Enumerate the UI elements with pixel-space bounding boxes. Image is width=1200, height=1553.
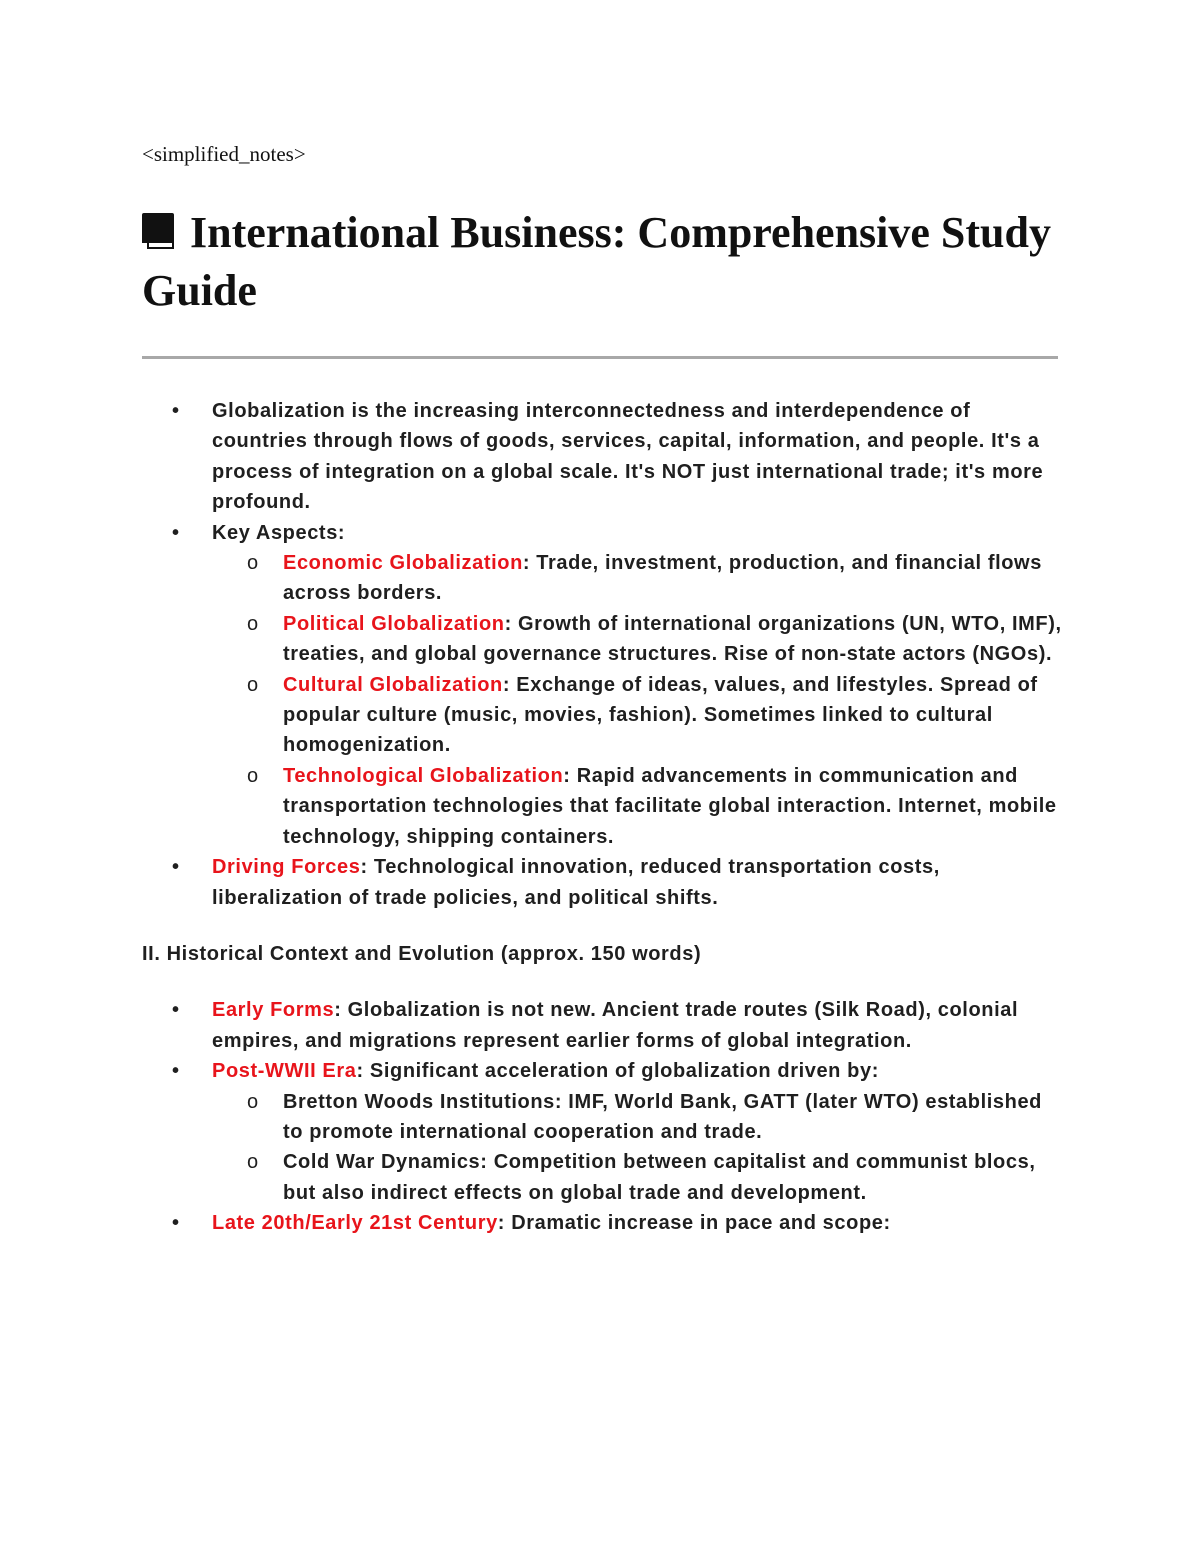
item-label: Technological Globalization xyxy=(283,764,564,787)
bullet-icon: • xyxy=(172,856,180,879)
circle-bullet-icon: o xyxy=(247,612,259,635)
item-text: : Technological innovation, reduced transportation costs, liberalization of trade policies, and political shifts. xyxy=(212,856,940,909)
key-aspects-sublist xyxy=(212,548,1062,852)
circle-bullet-icon: o xyxy=(247,764,259,787)
list-item xyxy=(212,1147,1062,1208)
item-label: Driving Forces xyxy=(212,856,361,879)
notes-content xyxy=(142,396,1062,1239)
section2-list xyxy=(142,995,1062,1238)
list-item xyxy=(142,852,1062,913)
circle-bullet-icon: o xyxy=(247,1090,259,1113)
list-item xyxy=(142,396,1062,518)
item-text: : Globalization is not new. Ancient trade routes (Silk Road), colonial empires, and migrations represent earlier forms of global integration. xyxy=(212,999,1019,1052)
item-text: : Growth of international organizations (UN, WTO, IMF), treaties, and global governance structures. Rise of non-state actors (NGOs). xyxy=(283,612,1062,666)
item-text: Globalization is the increasing interconnectedness and interdependence of countries through flows of goods, services, capital, information, and people. It's a process of integration on a global scale. It's NOT just international trade; it's more profound. xyxy=(212,400,1044,514)
book-icon xyxy=(142,213,176,251)
item-label: Post-WWII Era xyxy=(212,1060,357,1083)
circle-bullet-icon: o xyxy=(247,552,259,575)
list-item xyxy=(212,670,1062,761)
bullet-icon: • xyxy=(172,999,180,1022)
item-text: : Dramatic increase in pace and scope: xyxy=(497,1212,891,1235)
page-title xyxy=(142,204,1062,320)
item-label: Cultural Globalization xyxy=(283,673,503,696)
item-text: : Exchange of ideas, values, and lifestyles. Spread of popular culture (music, movies, fashion). Sometimes linked to cultural homogenization. xyxy=(283,673,1038,757)
item-text: Key Aspects: xyxy=(212,521,346,544)
item-text: Cold War Dynamics: Competition between capitalist and communist blocs, but also indirect effects on global trade and development. xyxy=(283,1151,1036,1204)
list-item xyxy=(212,1087,1062,1148)
list-item xyxy=(212,609,1062,670)
horizontal-divider xyxy=(142,356,1058,359)
list-item xyxy=(142,995,1062,1056)
item-text: : Trade, investment, production, and financial flows across borders. xyxy=(283,552,1042,605)
item-text: Bretton Woods Institutions: IMF, World Bank, GATT (later WTO) established to promote international cooperation and trade. xyxy=(283,1090,1042,1143)
item-label: Economic Globalization xyxy=(283,552,523,575)
circle-bullet-icon: o xyxy=(247,1151,259,1174)
item-label: Early Forms xyxy=(212,999,335,1022)
item-label: Late 20th/Early 21st Century xyxy=(212,1212,498,1235)
circle-bullet-icon: o xyxy=(247,673,259,696)
item-text: : Significant acceleration of globalization driven by: xyxy=(356,1060,879,1083)
list-item xyxy=(212,548,1062,609)
bullet-icon: • xyxy=(172,1060,180,1083)
list-item xyxy=(142,1208,1062,1238)
bullet-icon: • xyxy=(172,521,180,544)
list-item xyxy=(142,518,1062,852)
bullet-icon: • xyxy=(172,1212,180,1235)
list-item xyxy=(212,761,1062,852)
bullet-icon: • xyxy=(172,400,180,422)
list-item xyxy=(142,1056,1062,1208)
section-heading: II. Historical Context and Evolution (approx. 150 words) xyxy=(142,942,702,965)
page-title-text: International Business: Comprehensive Study Guide xyxy=(142,208,1051,315)
post-wwii-sublist xyxy=(212,1087,1062,1209)
item-label: Political Globalization xyxy=(283,612,505,635)
item-text: : Rapid advancements in communication and transportation technologies that facilitate global interaction. Internet, mobile technology, shipping containers. xyxy=(283,764,1057,848)
section1-list xyxy=(142,396,1062,913)
simplified-notes-tag: <simplified_notes> xyxy=(142,142,306,166)
